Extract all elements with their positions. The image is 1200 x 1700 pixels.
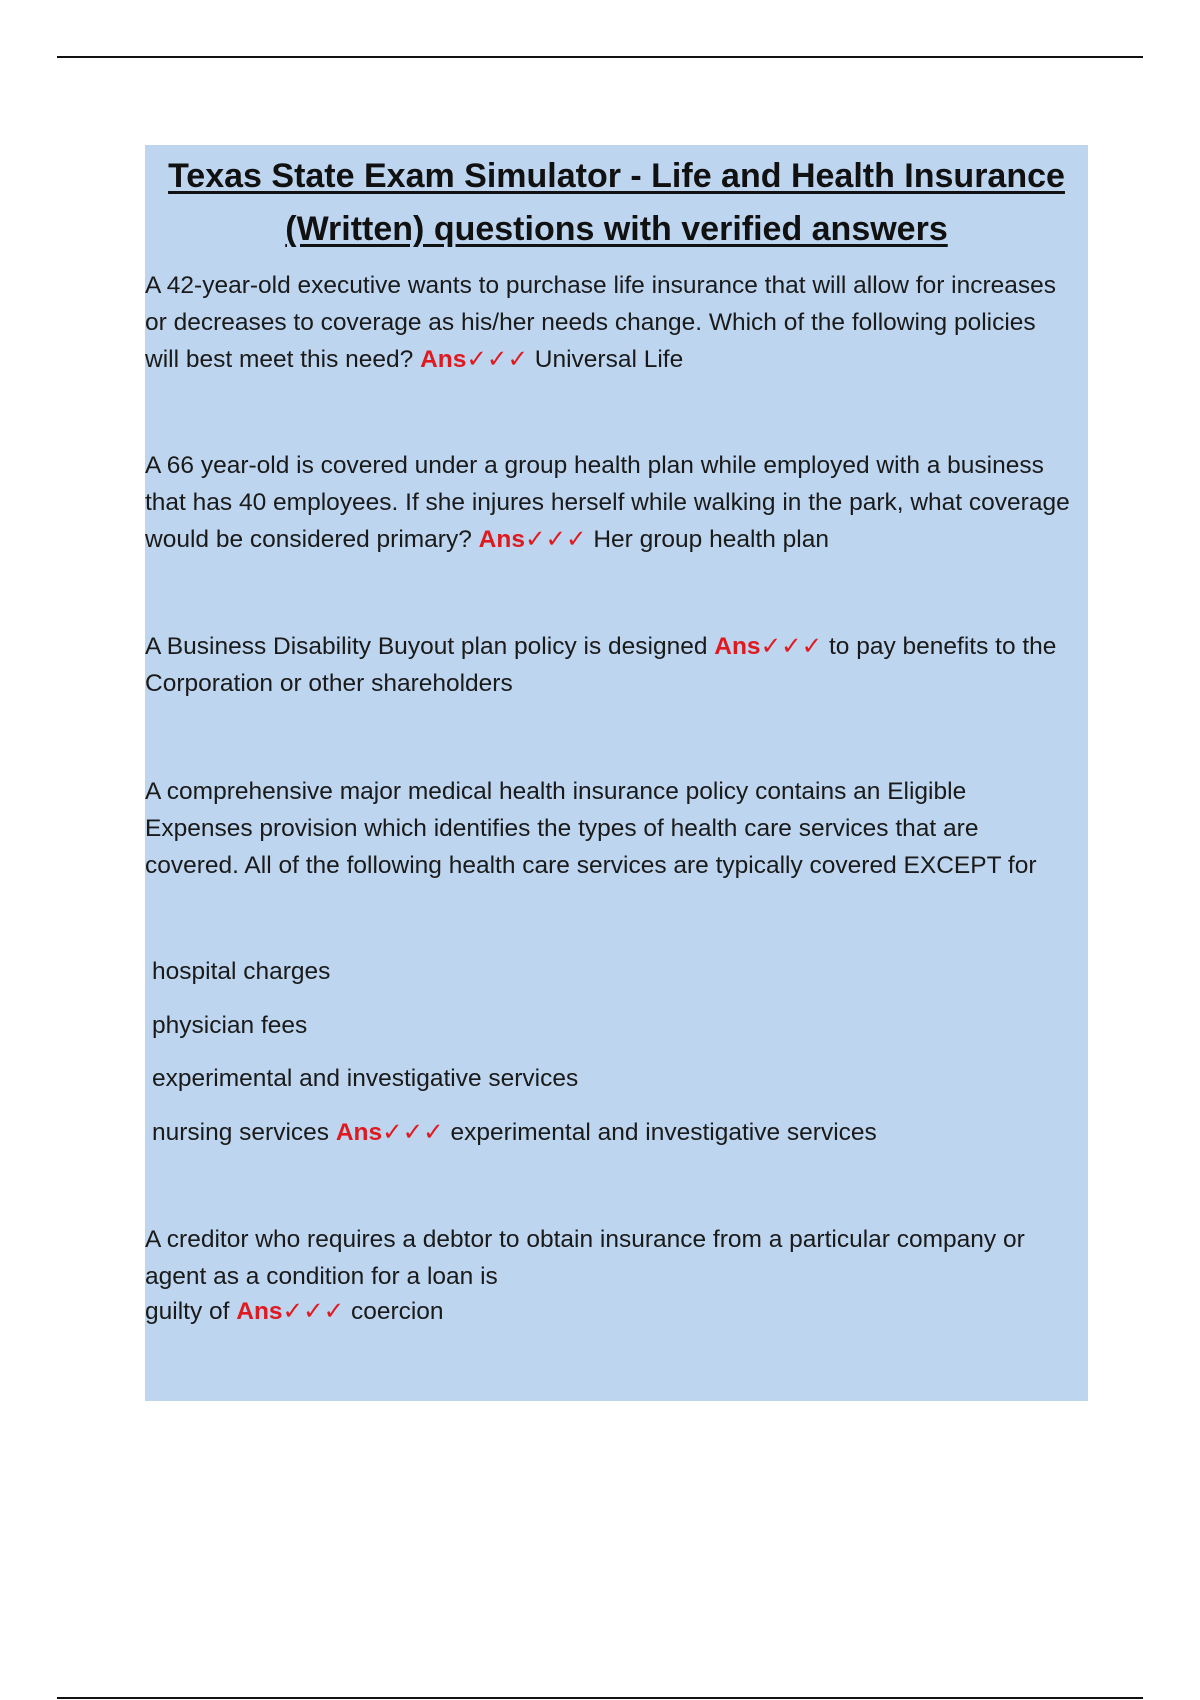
check-marks-icon: ✓✓✓ xyxy=(524,526,587,553)
check-marks-icon: ✓✓✓ xyxy=(760,633,823,660)
question-text: A creditor who requires a debtor to obtain insurance from a particular company or agent as a condition for a loan is xyxy=(145,1226,1025,1290)
answer-text: Her group health plan xyxy=(593,526,829,553)
top-rule xyxy=(57,56,1143,58)
answer-marker: Ans xyxy=(420,346,467,373)
question-5-continued xyxy=(145,1293,1075,1330)
question-4 xyxy=(145,773,1075,884)
question-text-continued: guilty of xyxy=(145,1298,230,1325)
question-text: A comprehensive major medical health insurance policy contains an Eligible Expenses provision which identifies the types of health care services that are covered. All of the following health care services are typically covered EXCEPT for xyxy=(145,778,1037,879)
question-2 xyxy=(145,447,1075,558)
question-3 xyxy=(145,628,1075,702)
answer-marker: Ans xyxy=(236,1298,283,1325)
answer-text: experimental and investigative services xyxy=(450,1119,877,1146)
option-text: nursing services xyxy=(152,1119,330,1146)
check-marks-icon: ✓✓✓ xyxy=(282,1298,345,1325)
check-marks-icon: ✓✓✓ xyxy=(382,1119,444,1146)
option-4 xyxy=(152,1114,877,1151)
option-3: experimental and investigative services xyxy=(152,1065,579,1092)
answer-text: to pay benefits to the Corporation or other shareholders xyxy=(145,633,1057,697)
answer-marker: Ans xyxy=(714,633,761,660)
question-text: A Business Disability Buyout plan policy is designed xyxy=(145,633,708,660)
question-1 xyxy=(145,267,1075,378)
bottom-rule xyxy=(57,1697,1143,1699)
check-marks-icon: ✓✓✓ xyxy=(466,346,528,373)
answer-marker: Ans xyxy=(335,1119,383,1146)
answer-text: coercion xyxy=(350,1298,444,1325)
answer-marker: Ans xyxy=(478,526,525,553)
question-5 xyxy=(145,1221,1075,1295)
page-title: Texas State Exam Simulator - Life and Health Insurance (Written) questions with verified answers xyxy=(168,157,1065,248)
option-2: physician fees xyxy=(152,1012,308,1039)
document-panel xyxy=(145,145,1088,1401)
question-text: A 42-year-old executive wants to purchase life insurance that will allow for increases or decreases to coverage as his/her needs change. Which of the following policies will best meet this need? xyxy=(145,272,1057,373)
answer-text: Universal Life xyxy=(534,346,684,373)
question-text: A 66 year-old is covered under a group health plan while employed with a business that has 40 employees. If she injures herself while walking in the park, what coverage would be considered primary? xyxy=(145,452,1070,553)
option-1: hospital charges xyxy=(152,958,331,985)
